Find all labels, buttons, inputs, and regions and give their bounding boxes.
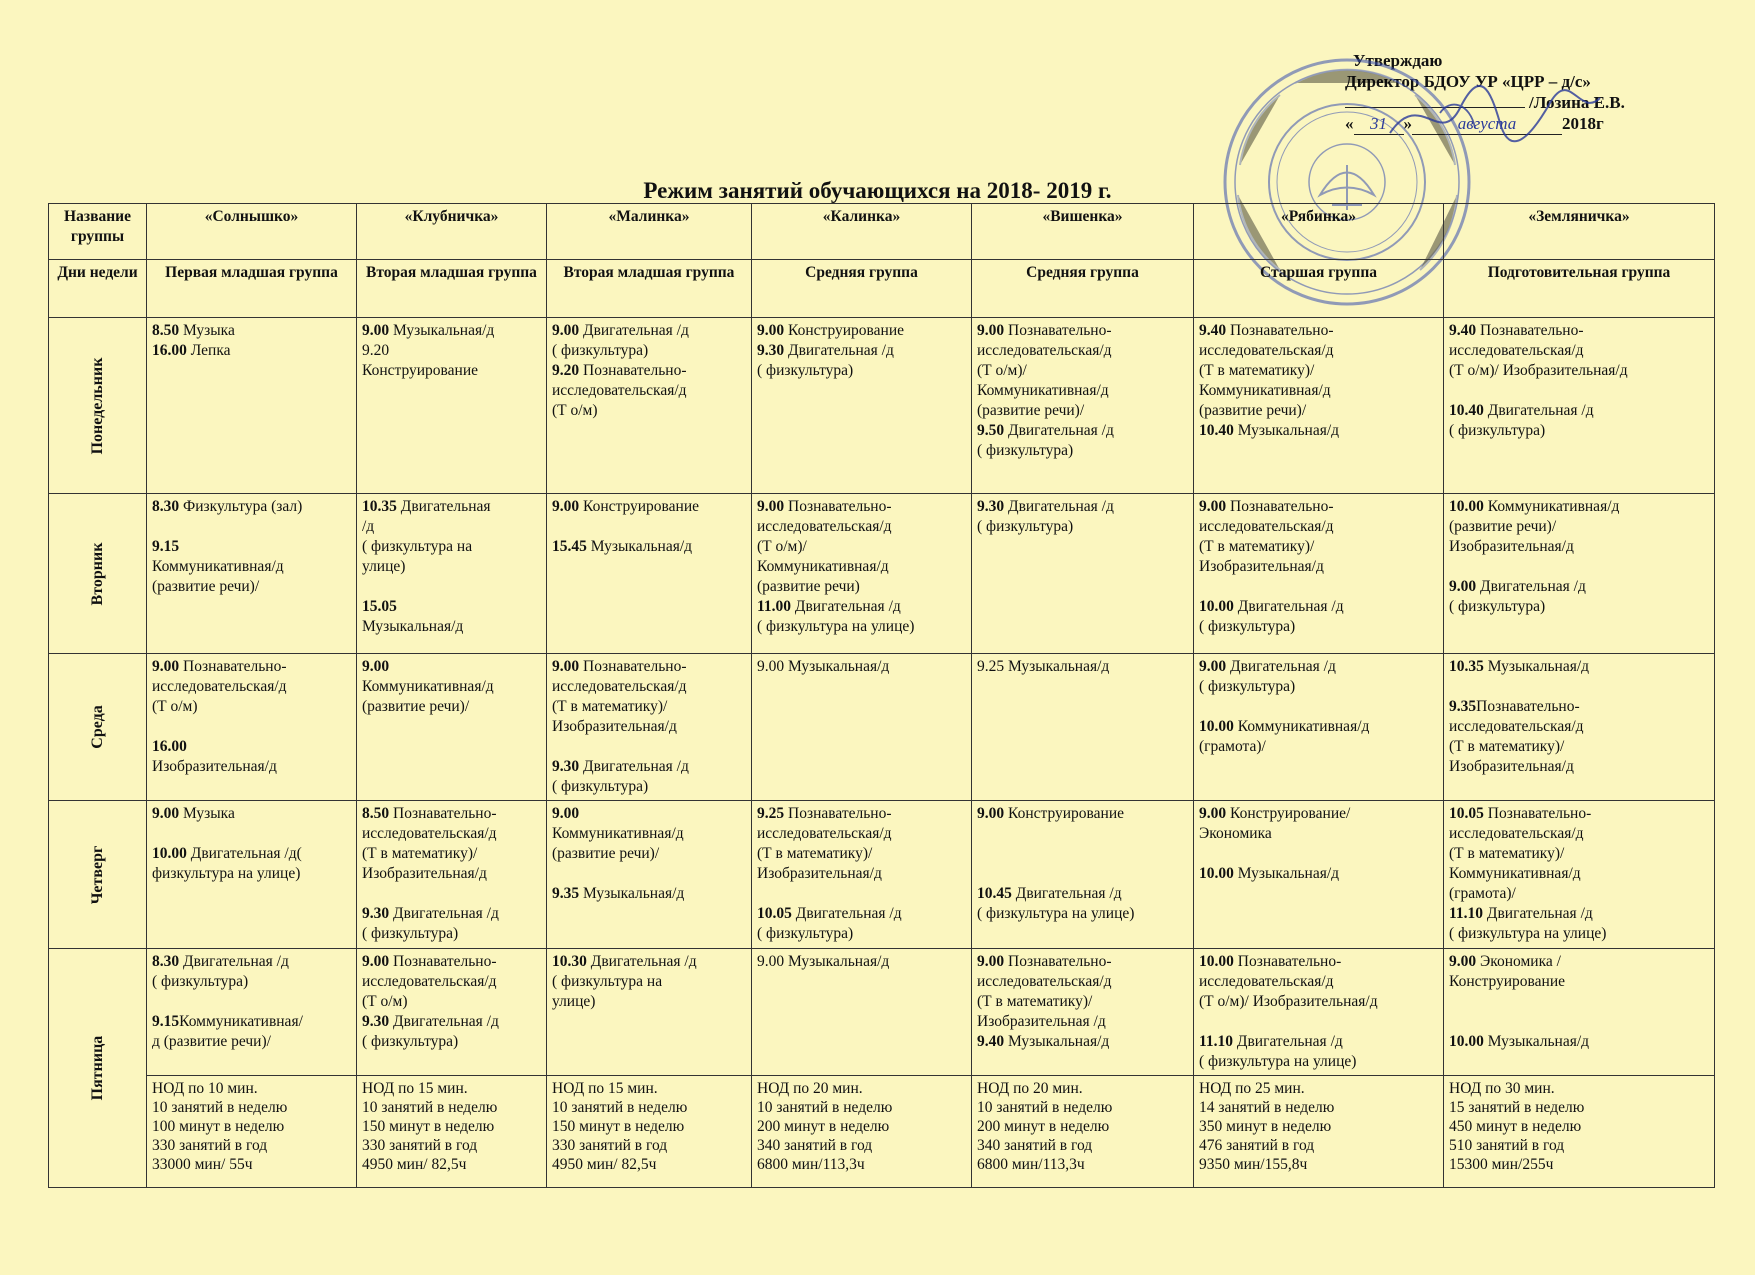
activity-text: Двигательная /д ( физкультура) bbox=[552, 758, 689, 795]
header-row-levels bbox=[49, 260, 1715, 318]
time-label: 10.00 bbox=[152, 845, 187, 862]
activity-text: Коммуникативная/д (развитие речи)/ Изобразительная/д bbox=[1449, 498, 1620, 555]
activity-text: Двигательная /д ( физкультура) bbox=[977, 498, 1114, 535]
header-group-level: Первая младшая группа bbox=[147, 260, 357, 318]
activity-text: Двигательная /д ( физкультура) bbox=[1199, 598, 1344, 635]
summary-row bbox=[49, 1076, 1715, 1188]
header-group-level: Средняя группа bbox=[752, 260, 972, 318]
time-label: 9.15 bbox=[152, 1013, 180, 1030]
header-group-level: Средняя группа bbox=[972, 260, 1194, 318]
schedule-cell bbox=[547, 654, 752, 801]
header-group-level: Подготовительная группа bbox=[1444, 260, 1715, 318]
schedule-table bbox=[48, 203, 1715, 1188]
summary-cell bbox=[547, 1076, 752, 1188]
activity-text: Двигательная /д ( физкультура) bbox=[1449, 578, 1586, 615]
schedule-entry bbox=[152, 952, 351, 1052]
time-label: 9.40 bbox=[1199, 322, 1227, 339]
time-label: 9.00 bbox=[152, 805, 180, 822]
schedule-cell bbox=[1444, 654, 1715, 801]
schedule-entry bbox=[362, 804, 541, 944]
time-label: 9.50 bbox=[977, 422, 1005, 439]
schedule-cell bbox=[1444, 949, 1715, 1076]
header-group-level: Вторая младшая группа bbox=[547, 260, 752, 318]
schedule-cell bbox=[972, 801, 1194, 949]
schedule-cell bbox=[752, 801, 972, 949]
time-label: 9.30 bbox=[552, 758, 580, 775]
day-label: Пятница bbox=[88, 1035, 106, 1101]
schedule-entry bbox=[552, 497, 746, 557]
time-label: 11.10 bbox=[1449, 905, 1484, 922]
schedule-entry bbox=[1449, 952, 1709, 1052]
schedule-entry bbox=[757, 321, 966, 381]
time-label: 9.00 bbox=[552, 322, 580, 339]
time-label: 8.50 bbox=[152, 322, 180, 339]
activity-text: Конструирование bbox=[788, 322, 905, 339]
header-group-name: «Калинка» bbox=[752, 204, 972, 260]
header-row-groups bbox=[49, 204, 1715, 260]
schedule-entry bbox=[152, 657, 351, 777]
summary-text: НОД по 20 мин. 10 занятий в неделю 200 минут в неделю 340 занятий в год 6800 мин/113,3ч bbox=[977, 1080, 1113, 1173]
time-label: 10.35 bbox=[362, 498, 397, 515]
activity-text: Музыкальная/д bbox=[1483, 1033, 1590, 1050]
schedule-entry bbox=[362, 321, 541, 381]
time-label: 10.00 bbox=[1449, 498, 1484, 515]
activity-text: Музыкальная/д bbox=[579, 885, 685, 902]
header-group-name: «Рябинка» bbox=[1194, 204, 1444, 260]
schedule-entry bbox=[552, 804, 746, 904]
time-label: 9.35 bbox=[1449, 698, 1477, 715]
day-label: Вторник bbox=[88, 542, 106, 605]
activity-text: Двигательная /д ( физкультура на улице) bbox=[362, 498, 491, 575]
schedule-cell bbox=[1194, 654, 1444, 801]
time-label: 9.30 bbox=[362, 1013, 390, 1030]
activity-text: Лепка bbox=[186, 342, 231, 359]
activity-text: Познавательно- исследовательская/д (Т в математику)/ Изобразительная/д bbox=[1449, 698, 1584, 775]
schedule-entry bbox=[757, 804, 966, 944]
schedule-cell bbox=[972, 654, 1194, 801]
schedule-entry bbox=[362, 952, 541, 1052]
time-label: 11.00 bbox=[757, 598, 792, 615]
schedule-cell bbox=[147, 494, 357, 654]
time-label: 9.00 bbox=[552, 658, 580, 675]
summary-cell bbox=[1194, 1076, 1444, 1188]
schedule-cell bbox=[752, 494, 972, 654]
activity-text: Двигательная /д ( физкультура) bbox=[977, 422, 1114, 459]
schedule-entry bbox=[757, 952, 966, 972]
activity-text: Изобразительная/д bbox=[152, 758, 277, 775]
time-label: 9.00 bbox=[1199, 658, 1227, 675]
activity-text: Музыкальная/д bbox=[362, 618, 464, 635]
activity-text: Музыкальная/д bbox=[1004, 1033, 1110, 1050]
activity-text: Двигательная /д ( физкультура) bbox=[552, 322, 689, 359]
schedule-entry bbox=[1199, 657, 1438, 757]
header-group-level: Вторая младшая группа bbox=[357, 260, 547, 318]
activity-text: Двигательная /д( физкультура на улице) bbox=[152, 845, 302, 882]
time-label: 8.30 bbox=[152, 498, 180, 515]
time-label: 9.30 bbox=[757, 342, 785, 359]
day-cell bbox=[49, 654, 147, 801]
time-label: 9.00 bbox=[552, 498, 580, 515]
time-label: 9.00 bbox=[757, 498, 785, 515]
summary-text: НОД по 10 мин. 10 занятий в неделю 100 минут в неделю 330 занятий в год 33000 мин/ 55ч bbox=[152, 1080, 288, 1173]
schedule-cell bbox=[147, 949, 357, 1076]
schedule-cell bbox=[357, 801, 547, 949]
header-group-name-label: Название группы bbox=[49, 204, 147, 260]
activity-text: Познавательно- исследовательская/д (Т в математику)/ Изобразительная/д bbox=[1199, 498, 1334, 575]
schedule-entry bbox=[152, 497, 351, 597]
schedule-row bbox=[49, 494, 1715, 654]
time-label: 10.45 bbox=[977, 885, 1012, 902]
schedule-cell bbox=[1194, 801, 1444, 949]
activity-text: Двигательная /д ( физкультура на улице) bbox=[977, 885, 1135, 922]
time-label: 10.00 bbox=[1199, 718, 1234, 735]
schedule-cell bbox=[972, 949, 1194, 1076]
schedule-cell bbox=[147, 318, 357, 494]
time-label: 10.00 bbox=[1199, 865, 1234, 882]
activity-text: Двигательная /д ( физкультура) bbox=[757, 342, 894, 379]
time-label: 9.15 bbox=[152, 538, 180, 555]
activity-text: Познавательно- исследовательская/д (Т о/м)/ Изобразительная/д bbox=[1199, 953, 1378, 1010]
time-label: 9.00 bbox=[152, 658, 180, 675]
schedule-entry bbox=[362, 497, 541, 637]
time-label: 9.00 bbox=[977, 953, 1005, 970]
activity-text: Двигательная /д ( физкультура) bbox=[362, 1013, 499, 1050]
activity-text: Двигательная /д ( физкультура) bbox=[757, 905, 902, 942]
schedule-entry bbox=[977, 804, 1188, 924]
summary-text: НОД по 25 мин. 14 занятий в неделю 350 минут в неделю 476 занятий в год 9350 мин/155,8ч bbox=[1199, 1080, 1335, 1173]
approval-line-approve: Утверждаю bbox=[1353, 51, 1443, 70]
schedule-entry bbox=[1199, 952, 1438, 1072]
schedule-entry bbox=[1449, 497, 1709, 617]
activity-text: Коммуникативная/ д (развитие речи)/ bbox=[152, 1013, 303, 1050]
time-label: 10.00 bbox=[1199, 953, 1234, 970]
day-label: Среда bbox=[88, 705, 106, 749]
summary-text: НОД по 30 мин. 15 занятий в неделю 450 минут в неделю 510 занятий в год 15300 мин/255ч bbox=[1449, 1080, 1585, 1173]
schedule-row bbox=[49, 318, 1715, 494]
schedule-entry bbox=[977, 657, 1188, 677]
header-group-name: «Клубничка» bbox=[357, 204, 547, 260]
schedule-cell bbox=[752, 318, 972, 494]
time-label: 9.00 bbox=[362, 658, 390, 675]
time-label: 9.30 bbox=[362, 905, 390, 922]
time-label: 9.40 bbox=[1449, 322, 1477, 339]
schedule-cell bbox=[972, 318, 1194, 494]
schedule-entry bbox=[1449, 657, 1709, 777]
header-group-name: «Земляничка» bbox=[1444, 204, 1715, 260]
schedule-entry bbox=[1449, 804, 1709, 944]
time-label: 9.00 bbox=[362, 953, 390, 970]
schedule-entry bbox=[977, 497, 1188, 537]
time-label: 9.35 bbox=[552, 885, 580, 902]
summary-cell bbox=[1444, 1076, 1715, 1188]
activity-text: Познавательно- исследовательская/д (Т в математику)/ Изобразительная/д bbox=[362, 805, 497, 882]
activity-text: Музыка bbox=[179, 322, 235, 339]
activity-text: Коммуникативная/д (развитие речи)/ bbox=[152, 558, 284, 595]
activity-text: Познавательно- исследовательская/д (Т о/м) bbox=[362, 953, 497, 1010]
summary-cell bbox=[972, 1076, 1194, 1188]
time-label: 9.25 bbox=[757, 805, 785, 822]
activity-text: Музыкальная/д 9.20 Конструирование bbox=[362, 322, 495, 379]
activity-text: Познавательно- исследовательская/д (Т о/м)/ Коммуникативная/д (развитие речи) bbox=[757, 498, 892, 595]
schedule-cell bbox=[147, 801, 357, 949]
activity-text: Познавательно- исследовательская/д (Т в математику)/ Изобразительная/д bbox=[757, 805, 892, 882]
header-group-name: «Вишенка» bbox=[972, 204, 1194, 260]
time-label: 9.00 bbox=[1199, 498, 1227, 515]
schedule-row bbox=[49, 654, 1715, 801]
day-label: Четверг bbox=[88, 845, 106, 904]
schedule-entry bbox=[1199, 321, 1438, 441]
schedule-cell bbox=[547, 949, 752, 1076]
schedule-cell bbox=[547, 801, 752, 949]
schedule-cell bbox=[357, 654, 547, 801]
activity-text: Познавательно- исследовательская/д (Т о/м) bbox=[152, 658, 287, 715]
time-label: 10.30 bbox=[552, 953, 587, 970]
header-group-name: «Солнышко» bbox=[147, 204, 357, 260]
activity-text: Познавательно- исследовательская/д (Т о/м) bbox=[552, 362, 687, 419]
schedule-entry bbox=[362, 657, 541, 717]
time-label: 9.00 bbox=[552, 805, 580, 822]
summary-text: НОД по 15 мин. 10 занятий в неделю 150 минут в неделю 330 занятий в год 4950 мин/ 82,5ч bbox=[362, 1080, 498, 1173]
time-label: 9.30 bbox=[977, 498, 1005, 515]
time-label: 16.00 bbox=[152, 342, 187, 359]
header-days-label: Дни недели bbox=[49, 260, 147, 318]
schedule-cell bbox=[547, 494, 752, 654]
approval-date-year: 2018г bbox=[1562, 114, 1604, 133]
time-label: 9.00 bbox=[977, 805, 1005, 822]
activity-text: Познавательно- исследовательская/д (Т о/м)/ Коммуникативная/д (развитие речи)/ bbox=[977, 322, 1112, 419]
day-cell bbox=[49, 318, 147, 494]
schedule-entry bbox=[1199, 497, 1438, 637]
schedule-entry bbox=[552, 952, 746, 1012]
time-label: 15.45 bbox=[552, 538, 587, 555]
schedule-cell bbox=[1194, 494, 1444, 654]
time-label: 10.40 bbox=[1199, 422, 1234, 439]
time-label: 9.00 bbox=[1449, 578, 1477, 595]
schedule-row bbox=[49, 801, 1715, 949]
activity-text: Экономика / Конструирование bbox=[1449, 953, 1566, 990]
schedule-entry bbox=[552, 321, 746, 421]
schedule-cell bbox=[752, 654, 972, 801]
schedule-cell bbox=[1194, 318, 1444, 494]
schedule-cell bbox=[357, 318, 547, 494]
time-label: 9.00 bbox=[1199, 805, 1227, 822]
activity-text: Музыка bbox=[183, 805, 235, 822]
approval-date-day: 31 bbox=[1354, 113, 1404, 135]
activity-text: Двигательная /д ( физкультура на улице) bbox=[552, 953, 697, 1010]
schedule-cell bbox=[357, 949, 547, 1076]
time-label: 10.40 bbox=[1449, 402, 1484, 419]
schedule-entry bbox=[977, 952, 1188, 1052]
activity-text: Познавательно- исследовательская/д (Т в математику)/ Коммуникативная/д (развитие речи)/ bbox=[1199, 322, 1334, 419]
day-cell bbox=[49, 494, 147, 654]
activity-text: Двигательная /д ( физкультура) bbox=[1449, 402, 1594, 439]
activity-text: 9.25 Музыкальная/д bbox=[977, 658, 1110, 675]
activity-text: Конструирование bbox=[1008, 805, 1125, 822]
schedule-cell bbox=[147, 654, 357, 801]
time-label: 10.00 bbox=[1449, 1033, 1484, 1050]
summary-cell bbox=[357, 1076, 547, 1188]
summary-text: НОД по 15 мин. 10 занятий в неделю 150 минут в неделю 330 занятий в год 4950 мин/ 82,5ч bbox=[552, 1080, 688, 1173]
schedule-cell bbox=[357, 494, 547, 654]
activity-text: Коммуникативная/д (грамота)/ bbox=[1199, 718, 1370, 755]
summary-text: НОД по 20 мин. 10 занятий в неделю 200 минут в неделю 340 занятий в год 6800 мин/113,3ч bbox=[757, 1080, 893, 1173]
schedule-entry bbox=[152, 321, 351, 361]
schedule-cell bbox=[752, 949, 972, 1076]
approval-line-date: « 31 » августа 2018г bbox=[1345, 114, 1604, 133]
header-group-level: Старшая группа bbox=[1194, 260, 1444, 318]
time-label: 10.05 bbox=[757, 905, 792, 922]
time-label: 9.20 bbox=[552, 362, 580, 379]
time-label: 9.00 bbox=[362, 322, 390, 339]
time-label: 8.30 bbox=[152, 953, 180, 970]
time-label: 15.05 bbox=[362, 598, 397, 615]
activity-text: Познавательно- исследовательская/д (Т в математику)/ Изобразительная/д bbox=[552, 658, 687, 735]
day-cell bbox=[49, 949, 147, 1188]
time-label: 9.40 bbox=[977, 1033, 1005, 1050]
activity-text: Конструирование/ Экономика bbox=[1199, 805, 1351, 842]
schedule-cell bbox=[1444, 494, 1715, 654]
signature-scribble-icon bbox=[1380, 78, 1610, 158]
time-label: 9.00 bbox=[977, 322, 1005, 339]
header-group-name: «Малинка» bbox=[547, 204, 752, 260]
activity-text: 9.00 Музыкальная/д bbox=[757, 953, 890, 970]
activity-text: Физкультура (зал) bbox=[183, 498, 303, 515]
schedule-entry bbox=[1449, 321, 1709, 441]
activity-text: Музыкальная/д bbox=[1233, 865, 1340, 882]
schedule-entry bbox=[552, 657, 746, 797]
schedule-entry bbox=[757, 657, 966, 677]
summary-cell bbox=[147, 1076, 357, 1188]
schedule-entry bbox=[977, 321, 1188, 461]
time-label: 10.00 bbox=[1199, 598, 1234, 615]
time-label: 11.10 bbox=[1199, 1033, 1234, 1050]
director-name: /Лозина Е.В. bbox=[1529, 93, 1625, 112]
schedule-row bbox=[49, 949, 1715, 1076]
schedule-cell bbox=[1444, 318, 1715, 494]
time-label: 9.00 bbox=[1449, 953, 1477, 970]
activity-text: Коммуникативная/д (развитие речи)/ bbox=[362, 678, 494, 715]
activity-text: Познавательно- исследовательская/д (Т о/м)/ Изобразительная/д bbox=[1449, 322, 1628, 379]
approval-line-director: Директор БДОУ УР «ЦРР – д/с» bbox=[1345, 72, 1591, 91]
activity-text: Двигательная /д ( физкультура) bbox=[362, 905, 499, 942]
activity-text: Двигательная /д ( физкультура на улице) bbox=[1449, 905, 1607, 942]
time-label: 10.35 bbox=[1449, 658, 1484, 675]
activity-text: Двигательная /д ( физкультура) bbox=[152, 953, 289, 990]
activity-text: Музыкальная/д bbox=[1487, 658, 1590, 675]
activity-text: Познавательно- исследовательская/д (Т в математику)/ Коммуникативная/д (грамота)/ bbox=[1449, 805, 1592, 902]
summary-cell bbox=[752, 1076, 972, 1188]
time-label: 16.00 bbox=[152, 738, 187, 755]
activity-text: Познавательно- исследовательская/д (Т в математику)/ Изобразительная /д bbox=[977, 953, 1112, 1030]
activity-text: Музыкальная/д bbox=[1233, 422, 1340, 439]
schedule-cell bbox=[1194, 949, 1444, 1076]
time-label: 9.00 bbox=[757, 322, 785, 339]
activity-text: Двигательная /д ( физкультура) bbox=[1199, 658, 1336, 695]
page-title: Режим занятий обучающихся на 2018- 2019 г. bbox=[643, 178, 1112, 203]
activity-text: Двигательная /д ( физкультура на улице) bbox=[757, 598, 915, 635]
schedule-entry bbox=[152, 804, 351, 884]
activity-text: Коммуникативная/д (развитие речи)/ bbox=[552, 825, 684, 862]
time-label: 10.05 bbox=[1449, 805, 1484, 822]
schedule-cell bbox=[1444, 801, 1715, 949]
time-label: 8.50 bbox=[362, 805, 390, 822]
approval-date-month: августа bbox=[1412, 113, 1562, 135]
activity-text: 9.00 Музыкальная/д bbox=[757, 658, 890, 675]
day-label: Понедельник bbox=[88, 357, 106, 454]
schedule-entry bbox=[1199, 804, 1438, 884]
schedule-cell bbox=[972, 494, 1194, 654]
activity-text: Конструирование bbox=[583, 498, 700, 515]
activity-text: Музыкальная/д bbox=[586, 538, 693, 555]
day-cell bbox=[49, 801, 147, 949]
activity-text: Двигательная /д ( физкультура на улице) bbox=[1199, 1033, 1357, 1070]
schedule-entry bbox=[757, 497, 966, 637]
schedule-cell bbox=[547, 318, 752, 494]
